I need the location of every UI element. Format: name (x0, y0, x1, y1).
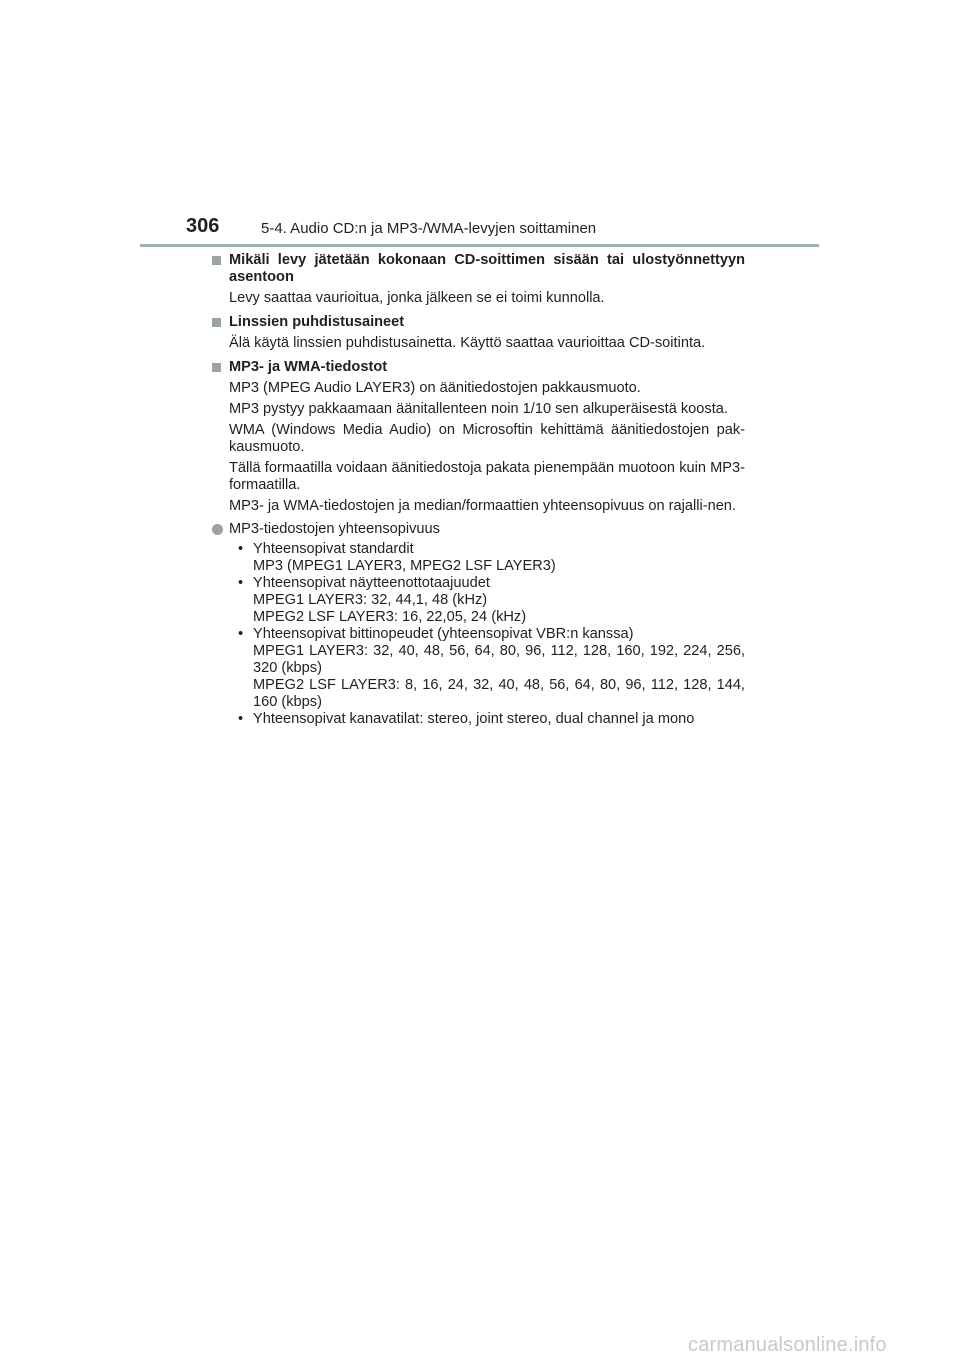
list-item (238, 541, 745, 575)
list-item (238, 711, 745, 728)
section-heading (212, 252, 745, 286)
sub-item-mp3-compatibility (212, 521, 745, 538)
page-header (140, 214, 820, 244)
list-item-line: MPEG1 LAYER3: 32, 40, 48, 56, 64, 80, 96, 112, 128, 160, 192, 224, 256, 320 (kbps) (253, 643, 745, 676)
paragraph: Tällä formaatilla voidaan äänitiedostoja pakata pienempään muotoon kuin MP3-formaatilla. (229, 460, 745, 493)
list-item-line: MPEG2 LSF LAYER3: 16, 22,05, 24 (kHz) (253, 609, 527, 625)
paragraph: WMA (Windows Media Audio) on Microsoftin kehittämä äänitiedostojen pak-kausmuoto. (229, 422, 745, 455)
list-item-line: Yhteensopivat standardit (253, 541, 414, 557)
square-bullet-icon (212, 318, 221, 327)
heading-text: Mikäli levy jätetään kokonaan CD-soittimen sisään tai ulostyönnettyyn asentoon (229, 252, 745, 285)
section-heading (212, 359, 745, 376)
circle-bullet-icon (212, 524, 223, 535)
paragraph: MP3 pystyy pakkaamaan äänitallenteen noin 1/10 sen alkuperäisestä koosta. (229, 401, 728, 417)
paragraph: Älä käytä linssien puhdistusainetta. Käyttö saattaa vaurioittaa CD-soitinta. (229, 335, 706, 351)
bullet-dot-icon: • (238, 541, 244, 557)
list-item-line: Yhteensopivat kanavatilat: stereo, joint stereo, dual channel ja mono (253, 711, 695, 727)
list-item-line: MP3 (MPEG1 LAYER3, MPEG2 LSF LAYER3) (253, 558, 556, 574)
header-divider (140, 244, 819, 247)
svg-text:carmanualsonline.info: carmanualsonline.info (688, 1334, 887, 1356)
list-item-line: MPEG1 LAYER3: 32, 44,1, 48 (kHz) (253, 592, 488, 608)
heading-text: MP3- ja WMA-tiedostot (229, 359, 388, 375)
square-bullet-icon (212, 256, 221, 265)
paragraph: MP3 (MPEG Audio LAYER3) on äänitiedostojen pakkausmuoto. (229, 380, 641, 396)
list-item (238, 626, 745, 711)
page-content (212, 252, 745, 728)
section-heading (212, 314, 745, 331)
paragraph: MP3- ja WMA-tiedostojen ja median/formaattien yhteensopivuus on rajalli-nen. (229, 498, 736, 514)
square-bullet-icon (212, 363, 221, 372)
heading-text: Linssien puhdistusaineet (229, 314, 405, 330)
compatibility-list (212, 541, 745, 728)
bullet-dot-icon: • (238, 711, 244, 727)
page-number: 306 (186, 215, 220, 237)
list-item (238, 575, 745, 626)
section-title: 5-4. Audio CD:n ja MP3-/WMA-levyjen soittaminen (261, 220, 597, 237)
list-item-line: Yhteensopivat bittinopeudet (yhteensopivat VBR:n kanssa) (253, 626, 634, 642)
section-disc-left-in-player (212, 252, 745, 307)
section-lens-cleaners (212, 314, 745, 352)
watermark-logo (688, 1332, 943, 1356)
bullet-dot-icon: • (238, 626, 244, 642)
bullet-dot-icon: • (238, 575, 244, 591)
paragraph: Levy saattaa vaurioitua, jonka jälkeen se ei toimi kunnolla. (229, 290, 605, 306)
list-item-line: MPEG2 LSF LAYER3: 8, 16, 24, 32, 40, 48, 56, 64, 80, 96, 112, 128, 144, 160 (kbps) (253, 677, 745, 710)
section-mp3-wma-files (212, 359, 745, 728)
list-item-line: Yhteensopivat näytteenottotaajuudet (253, 575, 490, 591)
sub-item-label: MP3-tiedostojen yhteensopivuus (229, 521, 440, 537)
